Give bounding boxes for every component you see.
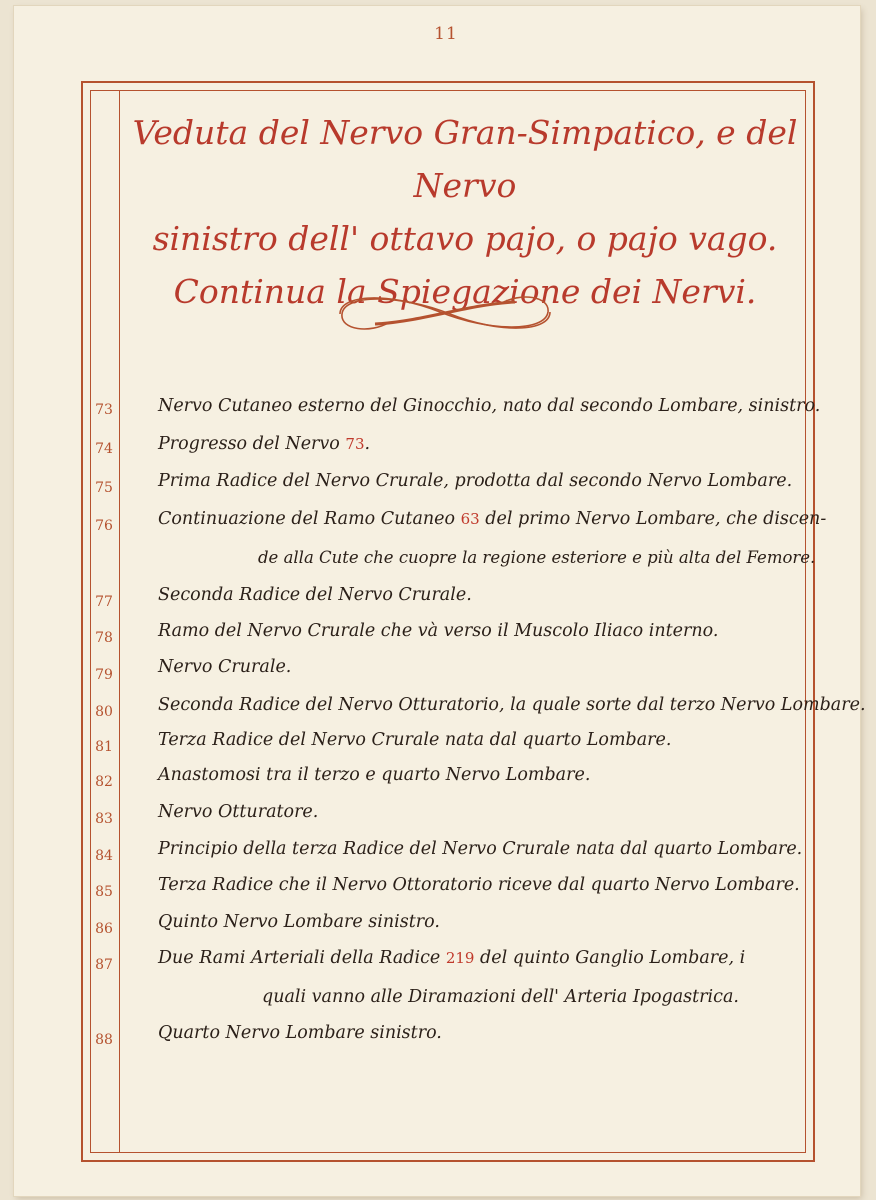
entry-number: 79: [95, 667, 113, 683]
entry-text: Nervo Cutaneo esterno del Ginocchio, nato dal secondo Lombare, sinistro.: [158, 396, 821, 416]
entry-number: 82: [95, 774, 113, 790]
entry-text: Quinto Nervo Lombare sinistro.: [158, 912, 440, 932]
title-line-1: Veduta del Nervo Gran-Simpatico, e del Nervo: [132, 113, 798, 205]
calligraphic-flourish: [330, 282, 560, 344]
entry-number: 83: [95, 811, 113, 827]
entry-number: 87: [95, 957, 113, 973]
entry-number: 76: [95, 518, 113, 534]
entry-number: 73: [95, 402, 113, 418]
entry-number: 81: [95, 739, 113, 755]
entry-number: 88: [95, 1032, 113, 1048]
entry-text: Ramo del Nervo Crurale che và verso il Muscolo Iliaco interno.: [158, 621, 719, 641]
entry-text: Prima Radice del Nervo Crurale, prodotta dal secondo Nervo Lombare.: [158, 471, 793, 491]
entry-text: Principio della terza Radice del Nervo Crurale nata dal quarto Lombare.: [158, 839, 803, 859]
entry-text: Nervo Crurale.: [158, 657, 292, 677]
entry-number: 85: [95, 884, 113, 900]
entry-number: 74: [95, 441, 113, 457]
entry-number: 77: [95, 594, 113, 610]
cross-reference: 73: [345, 435, 365, 453]
entry-number: 84: [95, 848, 113, 864]
entry-text-continuation: de alla Cute che cuopre la regione esteriore e più alta del Femore.: [258, 548, 816, 567]
entry-text: Seconda Radice del Nervo Otturatorio, la quale sorte dal terzo Nervo Lombare.: [158, 695, 866, 715]
entry-text: Due Rami Arteriali della Radice 219 del quinto Ganglio Lombare, i: [158, 948, 746, 968]
entry-text: Quarto Nervo Lombare sinistro.: [158, 1023, 442, 1043]
entry-text: Anastomosi tra il terzo e quarto Nervo Lombare.: [158, 765, 591, 785]
entry-text: Terza Radice che il Nervo Ottoratorio riceve dal quarto Nervo Lombare.: [158, 875, 800, 895]
cross-reference: 219: [445, 949, 475, 967]
title-line-3: Continua la Spiegazione dei Nervi.: [173, 272, 757, 311]
title-line-2: sinistro dell' ottavo pajo, o pajo vago.: [152, 219, 778, 258]
entry-text: Terza Radice del Nervo Crurale nata dal quarto Lombare.: [158, 730, 672, 750]
cross-reference: 63: [460, 510, 480, 528]
entry-number: 75: [95, 480, 113, 496]
entry-text-continuation: quali vanno alle Diramazioni dell' Arteria Ipogastrica.: [262, 987, 739, 1007]
entry-number: 78: [95, 630, 113, 646]
entry-text: Nervo Otturatore.: [158, 802, 319, 822]
entry-number: 86: [95, 921, 113, 937]
entry-text: Seconda Radice del Nervo Crurale.: [158, 585, 472, 605]
entry-text: Progresso del Nervo 73.: [158, 434, 371, 454]
entry-number: 80: [95, 704, 113, 720]
entry-text: Continuazione del Ramo Cutaneo 63 del primo Nervo Lombare, che discen-: [158, 509, 827, 529]
page-number: 11: [434, 24, 458, 44]
margin-rule: [119, 90, 120, 1153]
